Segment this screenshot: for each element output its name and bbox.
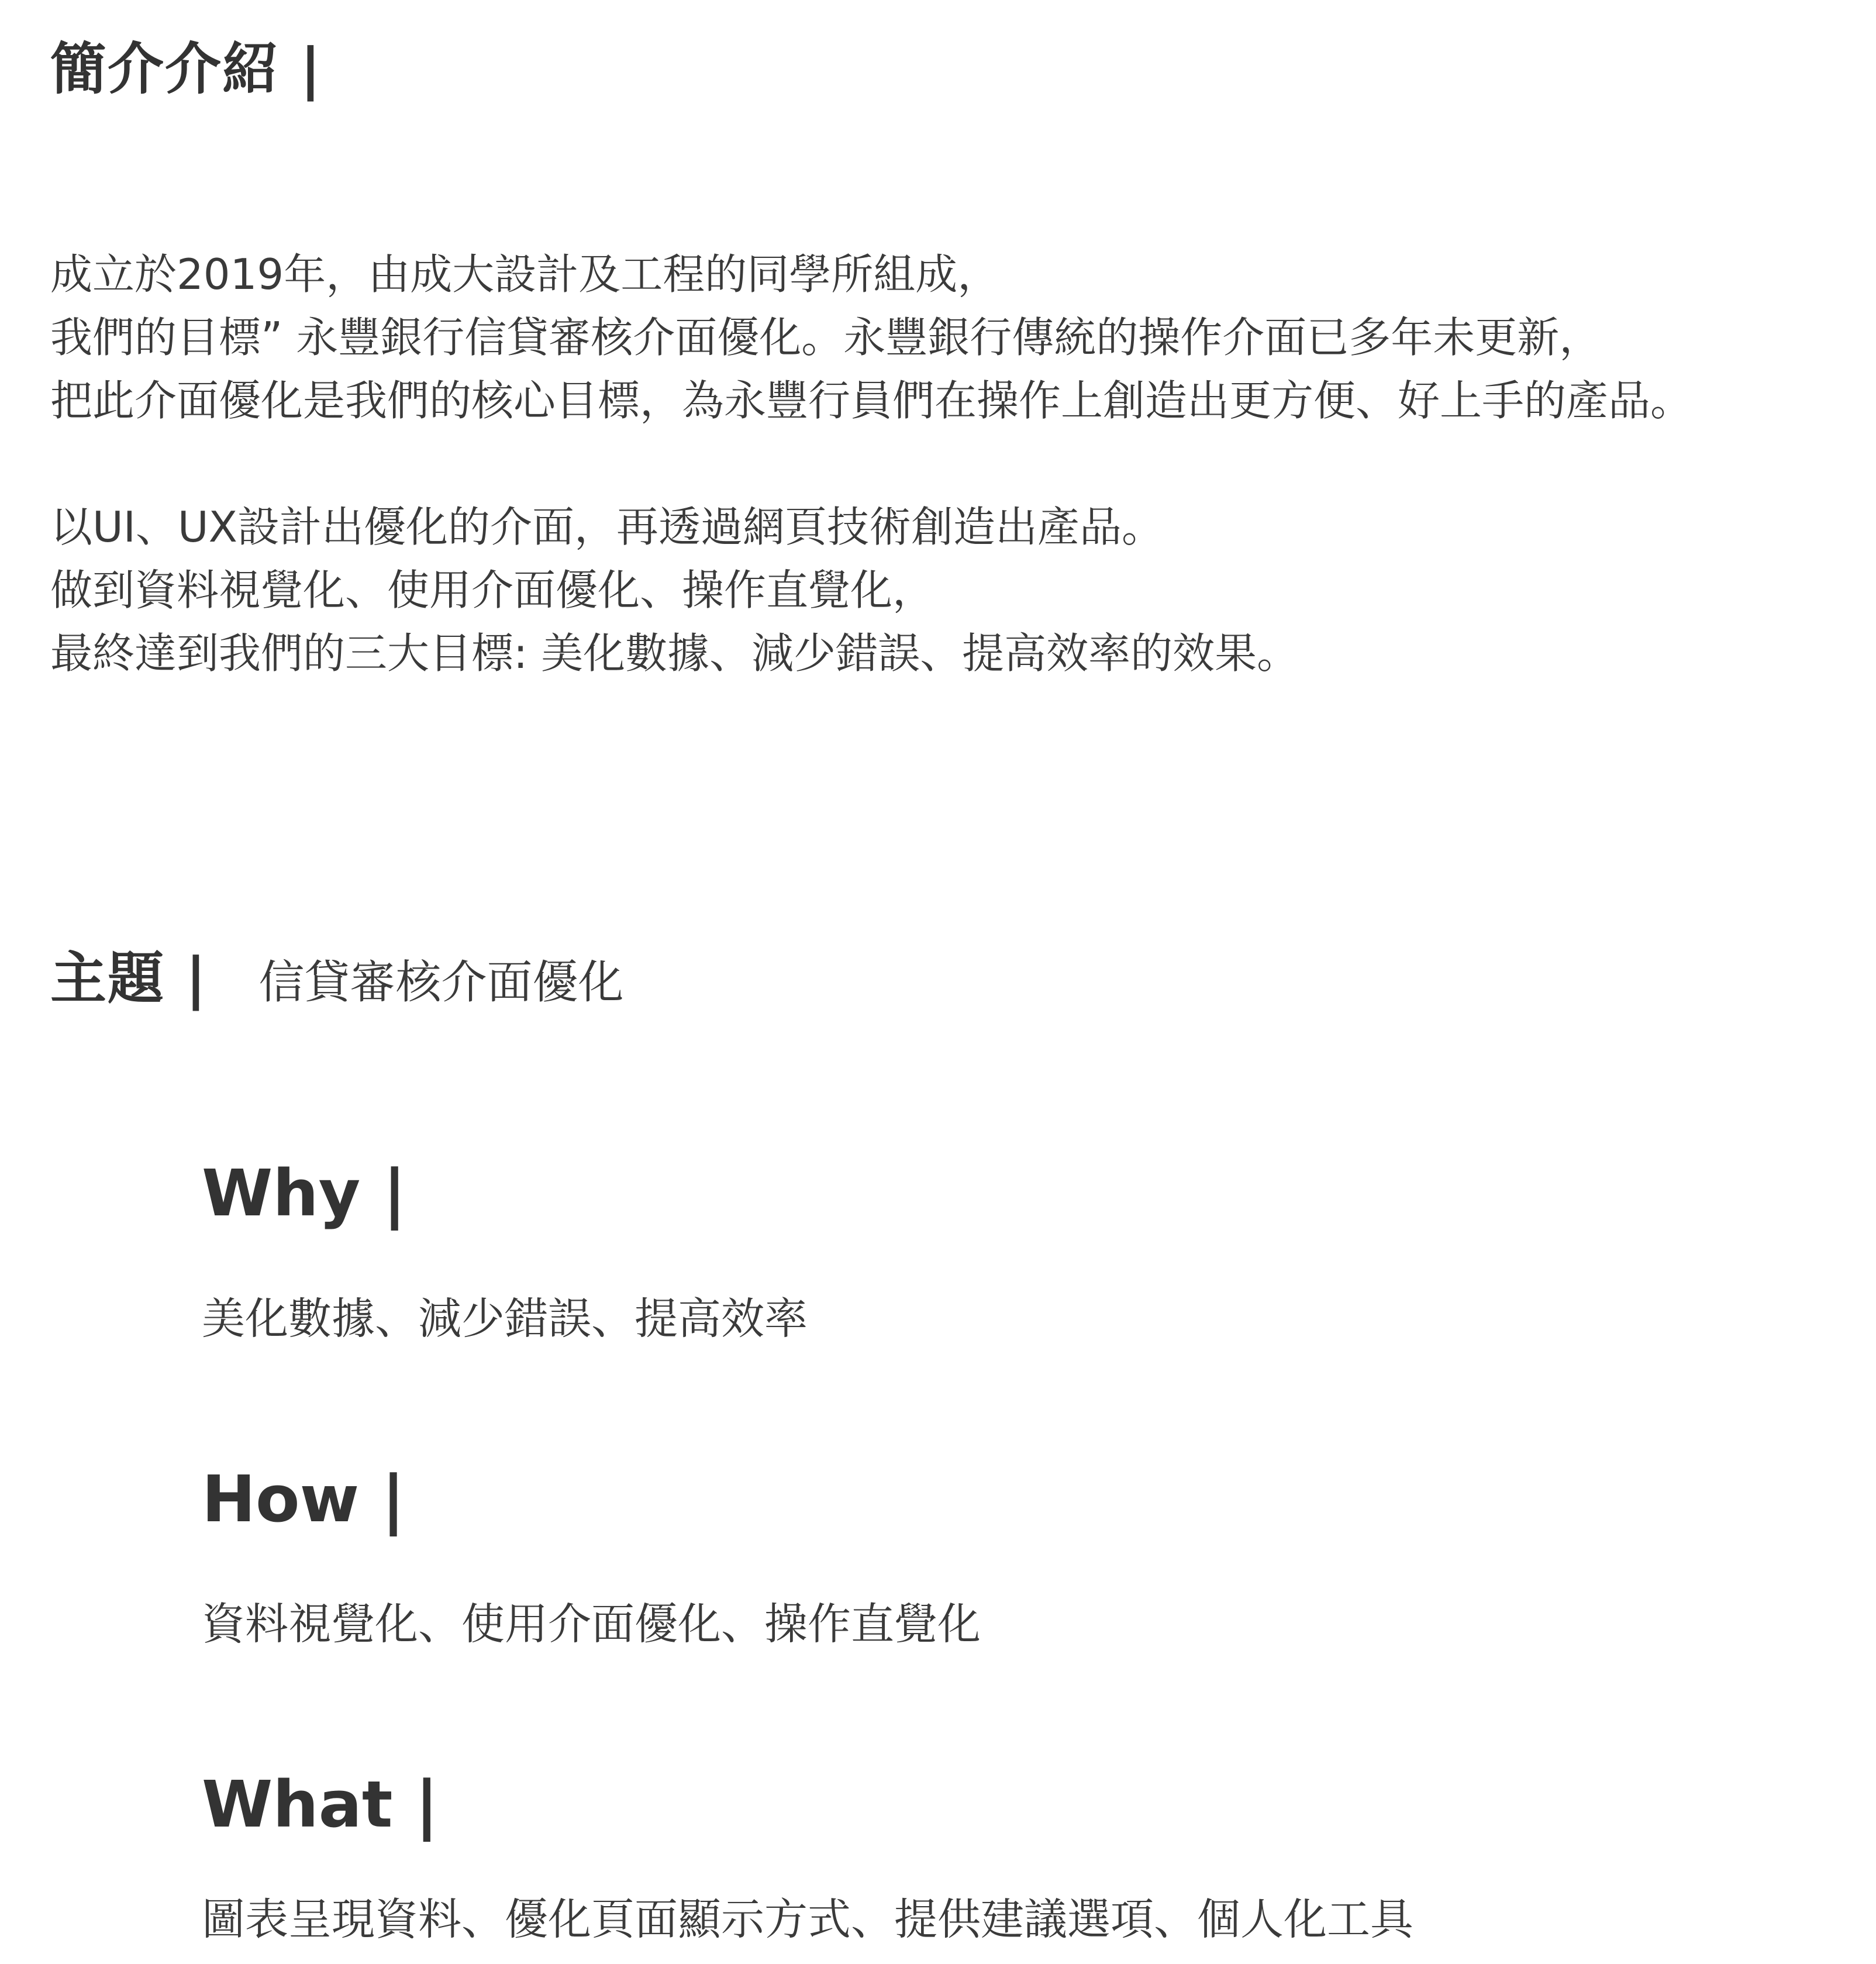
intro-line: 我們的目標” 永豐銀行信貸審核介面優化。永豐銀行傳統的操作介面已多年未更新，	[50, 313, 1602, 362]
theme-value: 信貸審核介面優化	[258, 956, 624, 1009]
why-body: 美化數據、減少錯誤、提高效率	[202, 1294, 808, 1344]
paragraph-spacer	[50, 432, 1863, 495]
what-body: 圖表呈現資料、優化頁面顯示方式、提供建議選項、個人化工具	[202, 1894, 1413, 1945]
what-heading: What |	[202, 1767, 439, 1842]
how-body: 資料視覺化、使用介面優化、操作直覺化	[202, 1599, 981, 1649]
intro-line: 把此介面優化是我們的核心目標，為永豐行員們在操作上創造出更方便、好上手的產品。	[50, 376, 1693, 425]
intro-line: 做到資料視覺化、使用介面優化、操作直覺化，	[50, 566, 935, 615]
intro-line: 成立於2019年，由成大設計及工程的同學所組成，	[50, 250, 1000, 299]
intro-line: 以UI、UX設計出優化的介面，再透過網頁技術創造出產品。	[50, 502, 1164, 552]
why-heading: Why |	[202, 1156, 406, 1231]
intro-body	[50, 243, 1863, 685]
intro-line: 最終達到我們的三大目標: 美化數據、減少錯誤、提高效率的效果。	[50, 629, 1299, 678]
how-heading: How |	[202, 1462, 405, 1536]
theme-row	[50, 946, 624, 1011]
theme-heading: 主題 |	[50, 946, 208, 1011]
intro-heading: 簡介介紹 |	[50, 36, 322, 102]
